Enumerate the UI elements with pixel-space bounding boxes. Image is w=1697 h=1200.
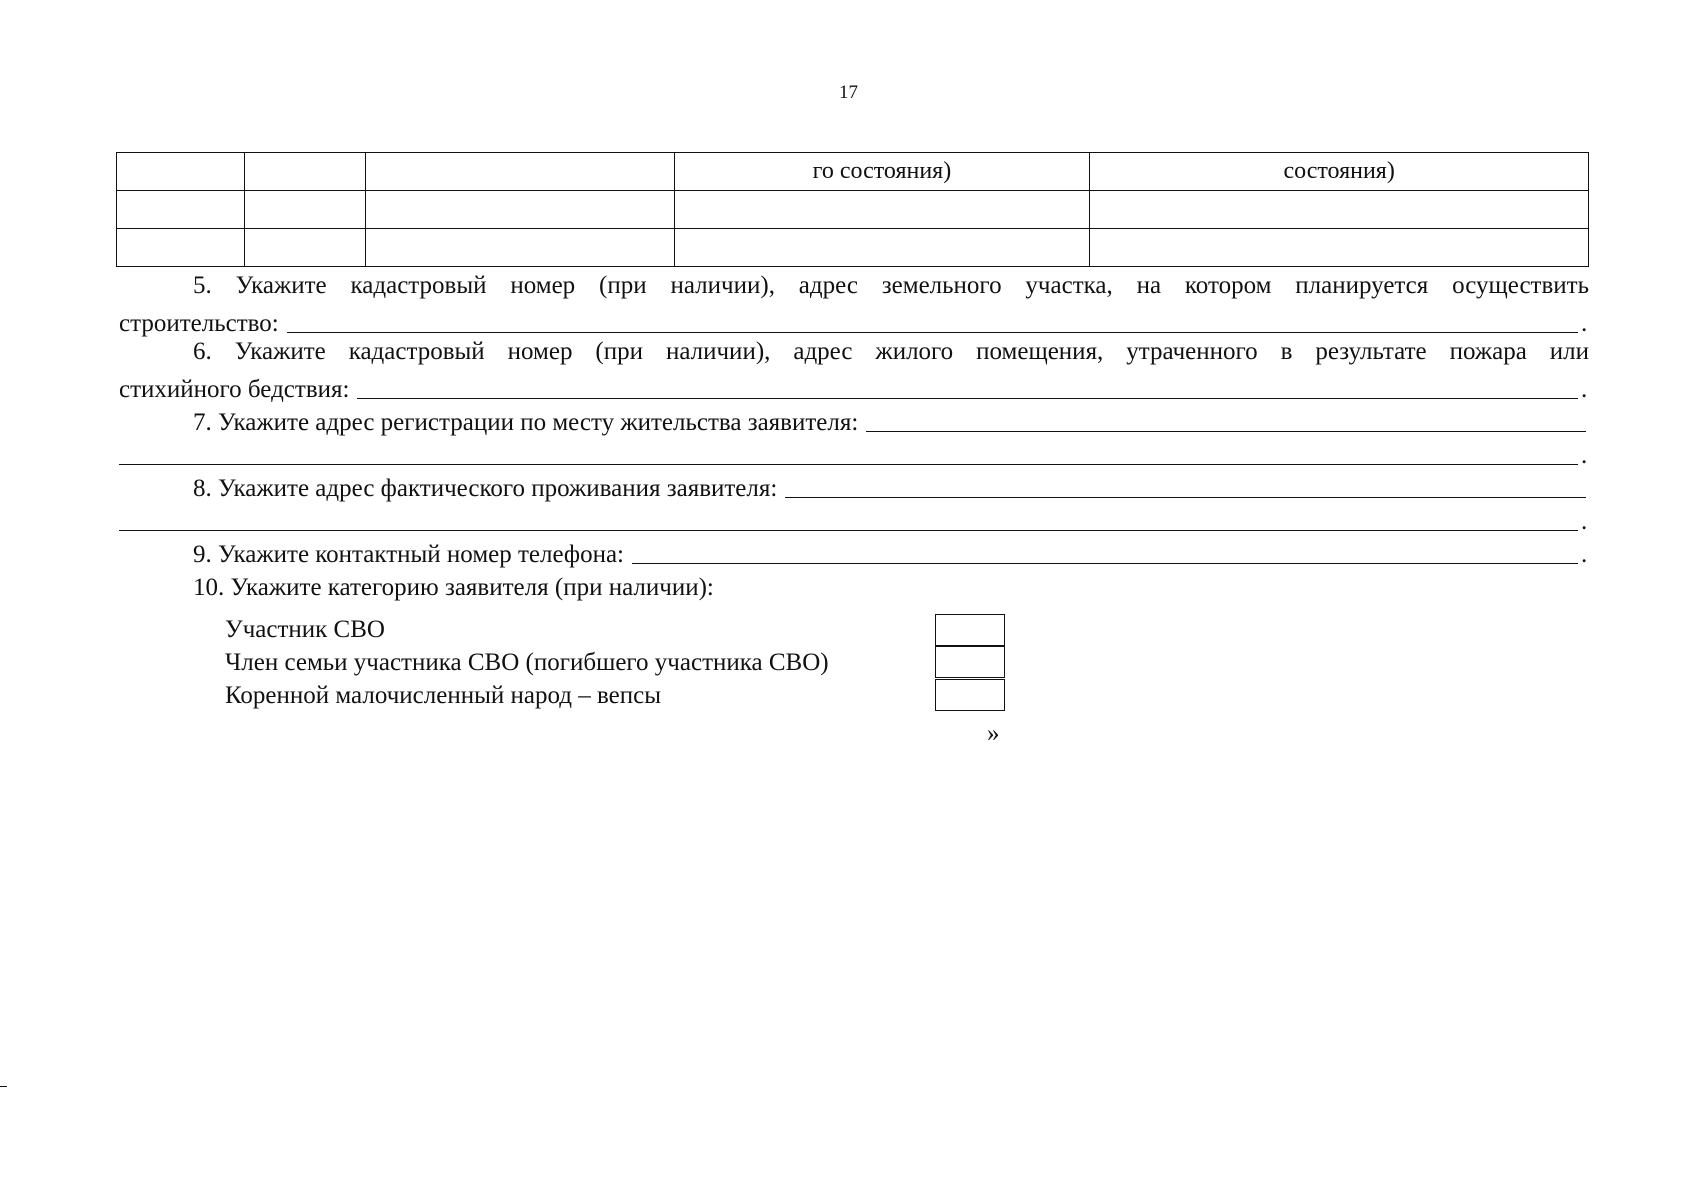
cadastral-land-field[interactable] (287, 332, 1578, 333)
phone-number-field[interactable] (632, 563, 1578, 564)
form-questions (119, 272, 1589, 602)
question-5-text: 5. Укажите кадастровый номер (при наличии), адрес земельного участка, на котором планируется осуществить (193, 272, 1589, 299)
table-cell[interactable] (244, 229, 365, 267)
table-cell (244, 153, 365, 191)
table-cell[interactable] (365, 229, 674, 267)
closing-quote: » (987, 720, 1000, 747)
table-cell[interactable] (244, 191, 365, 229)
registration-address-field-continued[interactable] (119, 464, 1578, 465)
question-8-line (119, 470, 1589, 503)
list-item (225, 646, 1005, 679)
table-cell[interactable] (674, 191, 1090, 229)
question-7-text: 7. Укажите адрес регистрации по месту жительства заявителя: (193, 409, 859, 436)
registration-address-field[interactable] (866, 431, 1586, 432)
margin-mark (0, 1086, 7, 1087)
question-5-continuation: строительство: (119, 310, 279, 337)
category-checkbox[interactable] (935, 679, 1005, 711)
question-7-line (119, 404, 1589, 437)
category-label: Член семьи участника СВО (погибшего участника СВО) (225, 648, 829, 676)
table-row (117, 191, 1589, 229)
continuation-table (116, 152, 1589, 267)
question-6-answer-line (119, 371, 1589, 404)
question-5-answer-line (119, 305, 1589, 338)
category-label: Участник СВО (225, 615, 385, 643)
table-cell[interactable] (1090, 191, 1589, 229)
table-cell: го состояния) (674, 153, 1090, 191)
table-cell[interactable] (1090, 229, 1589, 267)
period: . (1581, 442, 1588, 469)
question-7-continuation-line (119, 437, 1589, 470)
list-item (225, 679, 1005, 712)
table-row (117, 229, 1589, 267)
table-row (117, 153, 1589, 191)
table-cell[interactable] (674, 229, 1090, 267)
period: . (1581, 541, 1588, 568)
table-cell[interactable] (365, 191, 674, 229)
page-number: 17 (839, 82, 858, 103)
category-checkbox[interactable] (935, 614, 1005, 646)
category-checkbox[interactable] (935, 646, 1005, 678)
applicant-category-list (225, 613, 1005, 712)
question-6-text: 6. Укажите кадастровый номер (при наличии), адрес жилого помещения, утраченного в результате пожара или (193, 338, 1589, 365)
question-10-line (119, 569, 1589, 602)
question-6-continuation: стихийного бедствия: (119, 376, 350, 403)
question-8-text: 8. Укажите адрес фактического проживания заявителя: (193, 475, 778, 502)
question-9-line (119, 536, 1589, 569)
actual-address-field-continued[interactable] (119, 530, 1578, 531)
period: . (1581, 508, 1588, 535)
list-item (225, 613, 1005, 646)
period: . (1581, 376, 1588, 403)
actual-address-field[interactable] (785, 497, 1586, 498)
table-cell (365, 153, 674, 191)
table-cell: состояния) (1090, 153, 1589, 191)
question-9-text: 9. Укажите контактный номер телефона: (193, 541, 625, 568)
question-8-continuation-line (119, 503, 1589, 536)
period: . (1581, 310, 1588, 337)
table-cell (117, 153, 245, 191)
category-label: Коренной малочисленный народ – вепсы (225, 681, 662, 709)
question-10-text: 10. Укажите категорию заявителя (при наличии): (193, 574, 714, 601)
lost-housing-field[interactable] (357, 398, 1578, 399)
table-cell[interactable] (117, 229, 245, 267)
table-cell[interactable] (117, 191, 245, 229)
